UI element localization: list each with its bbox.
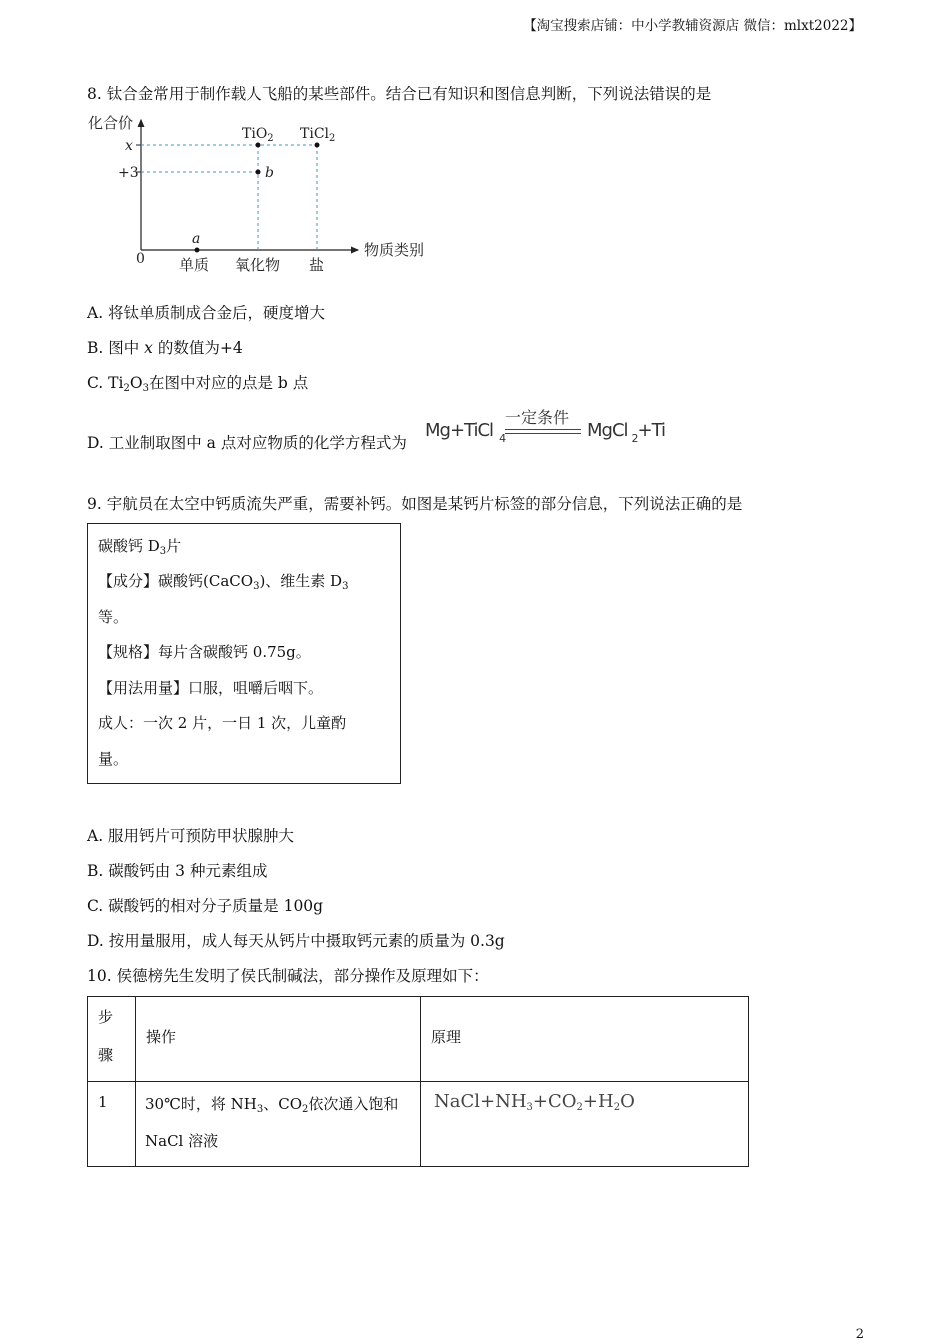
y-axis-label: 化合价 [88,114,134,132]
q9-option-b: B. 碳酸钙由 3 种元素组成 [87,862,268,880]
question-10-stem: 10. 侯德榜先生发明了侯氏制碱法，部分操作及原理如下： [87,967,489,985]
row1-principle: $NaCl+NH_3+CO_2+H_2O$ [434,1091,635,1113]
label-title: 碳酸钙 $D_3$片 [98,537,182,557]
point-tio2 [256,143,261,148]
row1-step: 1 [98,1093,108,1111]
x-category-oxide: 氧化物 [235,256,281,274]
header-step-2: 骤 [98,1046,114,1064]
question-8-stem: 8. 钛合金常用于制作载人飞船的某些部件。结合已有知识和图信息判断，下列说法错误的是 [87,85,712,103]
x-axis-label: 物质类别 [364,241,425,259]
origin-label: 0 [136,251,145,267]
eq-products: MgCl $_2$+Ti [587,420,666,445]
q8-option-d: D. 工业制取图中 a 点对应物质的化学方程式为 [87,434,407,452]
q9-option-d: D. 按用量服用，成人每天从钙片中摄取钙元素的质量为 0.3g [87,932,505,950]
table-header-row [88,997,749,1082]
question-9-stem: 9. 宇航员在太空中钙质流失严重，需要补钙。如图是某钙片标签的部分信息，下列说法正确的是 [87,495,743,513]
q8-option-a: A. 将钛单质制成合金后，硬度增大 [87,304,326,322]
q8-option-c: C. $Ti_2O_3$在图中对应的点是 b 点 [87,374,309,394]
label-dosage-cont: 量。 [98,750,129,768]
point-a [195,248,200,253]
x-category-salt: 盐 [309,256,325,274]
page-header: 【淘宝搜索店铺：中小学教辅资源店 微信：mlxt2022】 [523,18,862,34]
label-spec: 【规格】每片含碳酸钙 0.75g。 [98,643,311,661]
q8-option-b: B. 图中 x 的数值为+4 [87,339,243,357]
header-operation: 操作 [146,1028,177,1046]
point-tio2-label: TiO$_2$ [242,126,274,144]
point-b-label: b [265,165,274,181]
point-ticl2-label: TiCl$_2$ [300,126,336,144]
page-number: 2 [855,1327,864,1342]
eq-double-line [505,429,581,434]
row1-operation: 30℃时，将 $NH_3$、$CO_2$依次通入饱和 [145,1095,399,1115]
calcium-tablet-label [87,523,401,784]
q8-option-d-equation [425,405,665,447]
label-dosage: 成人：一次 2 片，一日 1 次，儿童酌 [98,714,347,732]
eq-condition: 一定条件 [505,408,570,427]
point-b [256,170,261,175]
eq-reactants: Mg+TiCl $_4$ [425,420,506,445]
process-table [87,996,749,1167]
y-tick-label-3: +3 [118,165,139,181]
header-principle: 原理 [431,1028,462,1046]
row1-operation-cont: NaCl 溶液 [145,1132,219,1150]
q9-option-c: C. 碳酸钙的相对分子质量是 100g [87,897,324,915]
y-tick-label-x: x [125,138,133,154]
table-row [88,1082,749,1167]
valence-chart [80,110,460,282]
label-ingredients: 【成分】碳酸钙(CaCO$_3$)、维生素 $D_3$ [98,572,349,592]
x-category-elemental: 单质 [179,256,210,274]
label-usage: 【用法用量】口服，咀嚼后咽下。 [98,679,324,697]
q9-option-a: A. 服用钙片可预防甲状腺肿大 [87,827,295,845]
point-a-label: a [192,231,201,247]
header-step-1: 步 [98,1008,114,1026]
point-ticl2 [315,143,320,148]
label-ingredients-cont: 等。 [98,608,129,626]
